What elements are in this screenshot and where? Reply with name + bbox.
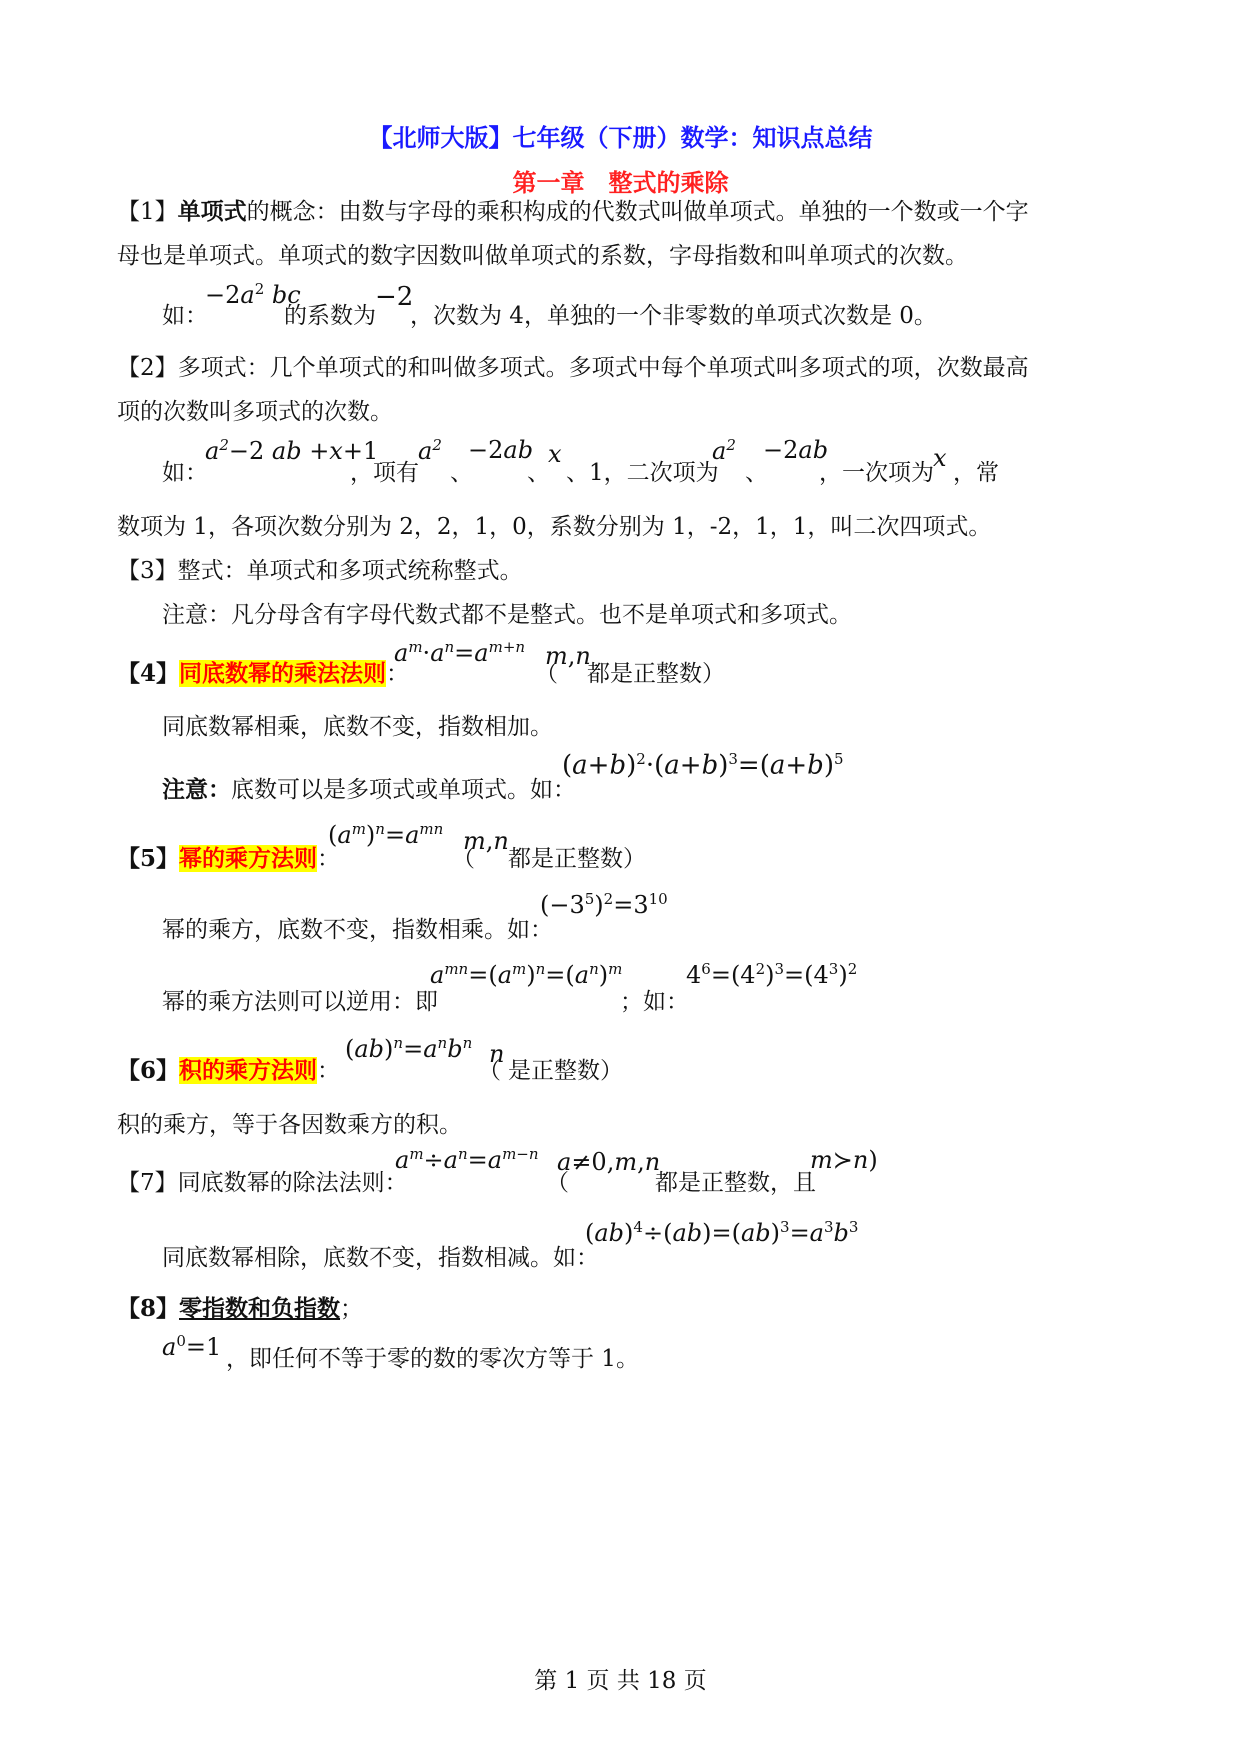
s2-t4: 、1，二次项为 [566, 460, 719, 486]
s2-t7: ，常 [953, 460, 999, 486]
s8-heading [117, 1290, 363, 1323]
s5-rule-name: 幂的乘方法则 [179, 845, 318, 872]
s5-reverse-example: $4^6=(4^2)^3=(4^3)^2$ [686, 960, 858, 989]
s2-term-a2: $a^2$ [418, 436, 442, 465]
s8-formula: $a^0=1$ [162, 1332, 222, 1361]
s5-cond-vars: m,n [463, 827, 509, 855]
s3-line1: 【3】整式：单项式和多项式统称整式。 [117, 558, 523, 584]
s5-reverse-formula: $a^{mn}=(a^m)^n=(a^n)^m$ [430, 960, 623, 989]
s6-rule-name: 积的乘方法则 [179, 1057, 318, 1084]
s1-coef: −2 [375, 282, 414, 312]
s7-example: $(ab)^4\div(ab)=(ab)^3=a^3b^3$ [585, 1218, 859, 1247]
s1-line1 [117, 193, 1029, 226]
s6-colon: ： [317, 1058, 341, 1084]
s5-reverse-2: ；如： [620, 989, 689, 1015]
s4-desc: 同底数幂相乘，底数不变，指数相加。 [162, 714, 553, 740]
s4-heading [117, 655, 409, 688]
s1-example-post: ，次数为 4，单独的一个非零数的单项式次数是 0。 [410, 303, 937, 329]
s2-formula: $a^2-2$ ab +x+1 [205, 436, 379, 465]
s1-term: 单项式 [177, 198, 247, 225]
s5-example: $(-3^5)^2=3^{10}$ [540, 890, 668, 919]
s2-term-2abb: −2ab [763, 436, 829, 464]
s3-note: 注意：凡分母含有字母代数式都不是整式。也不是单项式和多项式。 [162, 602, 852, 628]
s7-formula: $a^m\div a^n=a^{m-n}$ [395, 1145, 539, 1174]
s5-num: 【5】 [117, 845, 180, 872]
s2-line3: 数项为 1，各项次数分别为 2，2，1，0，系数分别为 1，-2，1，1，叫二次四项式。 [117, 514, 992, 540]
s2-example-pre: 如： [162, 460, 208, 486]
s5-formula: $(a^m)^n=a^{mn}$ [328, 820, 444, 849]
s6-cond-var: n [489, 1040, 505, 1068]
s6-heading [117, 1052, 340, 1085]
s4-cond-vars: m,n [545, 642, 591, 670]
chapter-title: 第一章 整式的乘除 [512, 168, 729, 197]
s2-t3: 、 [527, 460, 550, 486]
s4-cond-pre: （ [535, 661, 558, 687]
s1-example-mid: 的系数为 [284, 303, 376, 329]
s7-heading: 【7】同底数幂的除法法则： [117, 1170, 408, 1196]
s1-line2: 母也是单项式。单项式的数字因数叫做单项式的系数，字母指数和叫单项式的次数。 [117, 243, 968, 269]
s4-rule-name: 同底数幂的乘法法则 [179, 660, 387, 687]
s2-term-a2b: $a^2$ [712, 436, 736, 465]
s4-note-label: 注意： [162, 776, 231, 803]
s7-cond-pre: （ [546, 1170, 569, 1196]
s1-example-pre: 如： [162, 303, 208, 329]
s7-desc: 同底数幂相除，底数不变，指数相减。如： [162, 1245, 599, 1271]
s2-term-x: x [548, 440, 562, 468]
s4-num: 【4】 [117, 660, 180, 687]
s1-text1: 的概念：由数与字母的乘积构成的代数式叫做单项式。单独的一个数或一个字 [246, 199, 1029, 225]
s6-num: 【6】 [117, 1057, 180, 1084]
s6-formula: $(ab)^n=a^nb^n$ [345, 1034, 473, 1063]
s2-term-xb: x [933, 444, 947, 472]
s7-cond-vars: a≠0,m,n [557, 1148, 661, 1176]
page-footer: 第 1 页 共 18 页 [534, 1668, 707, 1694]
s2-line2: 项的次数叫多项式的次数。 [117, 399, 393, 425]
s5-reverse: 幂的乘方法则可以逆用：即 [162, 989, 438, 1015]
s1-num: 【1】 [117, 199, 178, 225]
s5-colon: ： [317, 846, 341, 872]
s6-cond-post: 是正整数） [508, 1058, 623, 1084]
s8-num: 【8】 [117, 1295, 180, 1322]
s2-line1: 【2】多项式：几个单项式的和叫做多项式。多项式中每个单项式叫多项式的项，次数最高 [117, 355, 1029, 381]
s7-cond-ineq: m≻n) [810, 1146, 878, 1174]
s2-term-2ab: −2ab [468, 436, 534, 464]
s5-desc: 幂的乘方，底数不变，指数相乘。如： [162, 917, 553, 943]
s5-heading [117, 840, 340, 873]
s2-t5: 、 [745, 460, 768, 486]
s4-example-formula: $(a+b)^2\cdot(a+b)^3=(a+b)^5$ [562, 750, 844, 781]
document-title: 【北师大版】七年级（下册）数学：知识点总结 [368, 123, 873, 152]
s5-cond-post: 都是正整数） [508, 846, 646, 872]
s4-note [162, 771, 576, 804]
s6-desc: 积的乘方，等于各因数乘方的积。 [117, 1112, 462, 1138]
s1-formula: $-2a^2$ bc [205, 280, 301, 309]
s8-desc: ，即任何不等于零的数的零次方等于 1。 [226, 1346, 639, 1372]
s4-formula: $a^m\cdot a^n=a^{m+n}$ [394, 638, 526, 667]
s6-cond-pre: （ [478, 1058, 501, 1084]
s4-note-text: 底数可以是多项式或单项式。如： [231, 777, 576, 803]
s5-cond-pre: （ [452, 846, 475, 872]
s2-t1: ，项有 [350, 460, 419, 486]
s7-cond-mid: 都是正整数，且 [655, 1170, 816, 1196]
s4-colon: ： [386, 661, 410, 687]
s8-title: 零指数和负指数 [179, 1295, 341, 1322]
s4-cond-post: 都是正整数） [587, 661, 725, 687]
s2-t2: 、 [450, 460, 473, 486]
s8-colon: ； [340, 1296, 364, 1322]
s2-t6: ，一次项为 [819, 460, 934, 486]
